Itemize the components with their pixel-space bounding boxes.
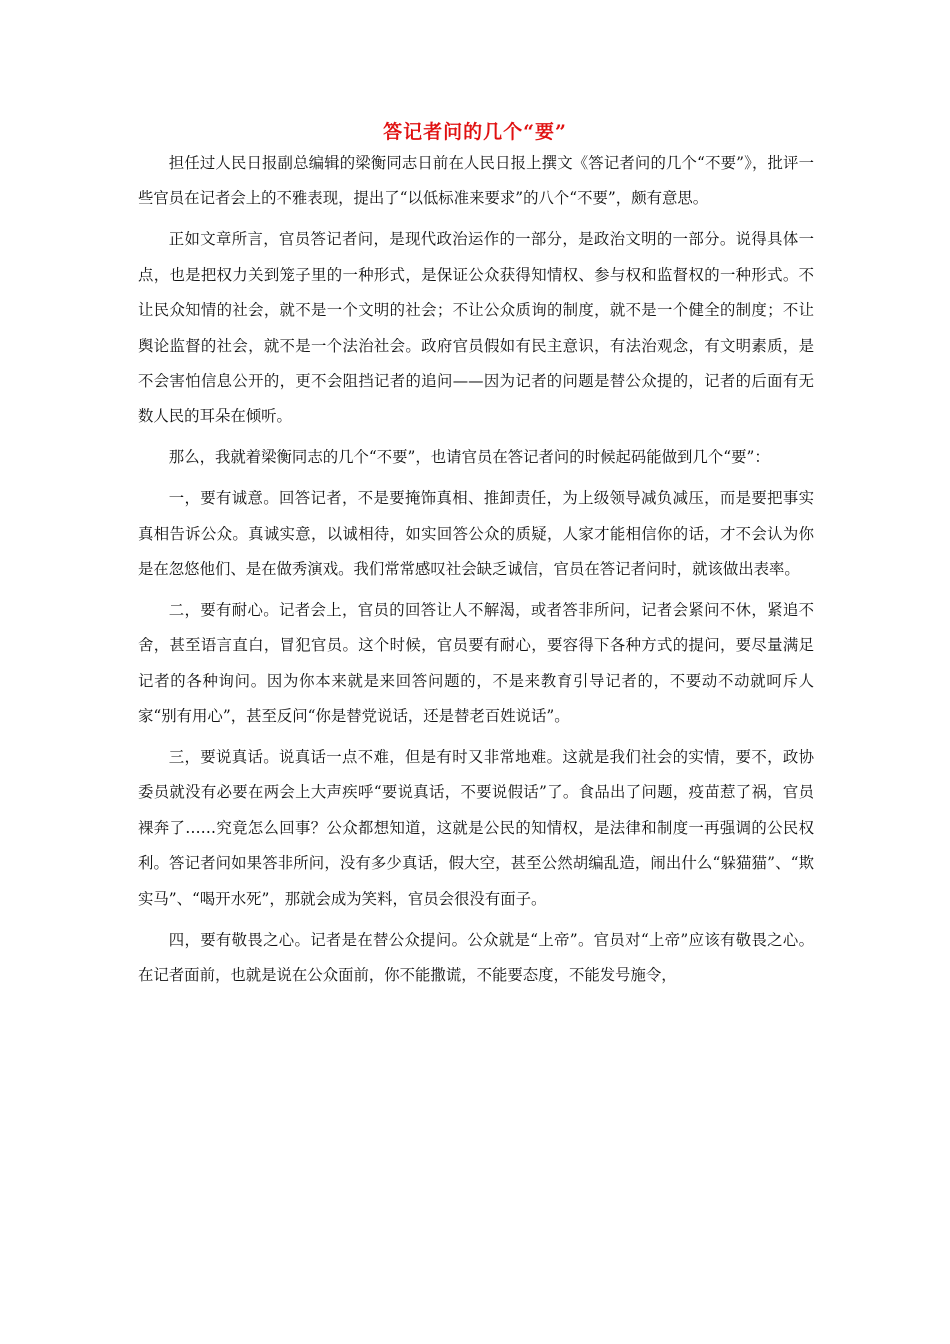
paragraph: 三，要说真话。说真话一点不难，但是有时又非常地难。这就是我们社会的实情，要不，政协委员就没有必要在两会上大声疾呼“要说真话，不要说假话”了。食品出了问题，疫苗惹了祸，官员裸奔了……究竟怎么回事？公众都想知道，这就是公民的知情权，是法律和制度一再强调的公民权利。答记者问如果答非所问，没有多少真话，假大空，甚至公然胡编乱造，闹出什么“躲猫猫”、“欺实马”、“喝开水死”，那就会成为笑料，官员会很没有面子。: [138, 748, 814, 908]
paragraph: 正如文章所言，官员答记者问，是现代政治运作的一部分，是政治文明的一部分。说得具体一点，也是把权力关到笼子里的一种形式，是保证公众获得知情权、参与权和监督权的一种形式。不让民众知情的社会，就不是一个文明的社会；不让公众质询的制度，就不是一个健全的制度；不让舆论监督的社会，就不是一个法治社会。政府官员假如有民主意识，有法治观念，有文明素质，是不会害怕信息公开的，更不会阻挡记者的追问——因为记者的问题是替公众提的，记者的后面有无数人民的耳朵在倾听。: [138, 230, 814, 426]
paragraph: 四，要有敬畏之心。记者是在替公众提问。公众就是“上帝”。官员对“上帝”应该有敬畏之心。在记者面前，也就是说在公众面前，你不能撒谎，不能要态度，不能发号施令，: [138, 930, 814, 984]
paragraph: 二，要有耐心。记者会上，官员的回答让人不解渴，或者答非所问，记者会紧问不休，紧追不舍，甚至语言直白，冒犯官员。这个时候，官员要有耐心，要容得下各种方式的提问，要尽量满足记者的各种询问。因为你本来就是来回答问题的，不是来教育引导记者的，不要动不动就呵斥人家“别有用心”，甚至反问“你是替党说话，还是替老百姓说话”。: [138, 600, 814, 726]
document-body: [138, 146, 814, 999]
paragraph: 担任过人民日报副总编辑的梁衡同志日前在人民日报上撰文《答记者问的几个“不要”》，批评一些官员在记者会上的不雅表现，提出了“以低标准来要求”的八个“不要”，颇有意思。: [138, 154, 814, 208]
paragraph: 一，要有诚意。回答记者，不是要掩饰真相、推卸责任，为上级领导减负减压，而是要把事实真相告诉公众。真诚实意，以诚相待，如实回答公众的质疑，人家才能相信你的话，才不会认为你是在忽悠他们、是在做秀演戏。我们常常感叹社会缺乏诚信，官员在答记者问时，就该做出表率。: [138, 489, 814, 578]
paragraph: 那么，我就着梁衡同志的几个“不要”，也请官员在答记者问的时候起码能做到几个“要”：: [168, 448, 770, 467]
document-title: 答记者问的几个“要”: [383, 121, 567, 143]
